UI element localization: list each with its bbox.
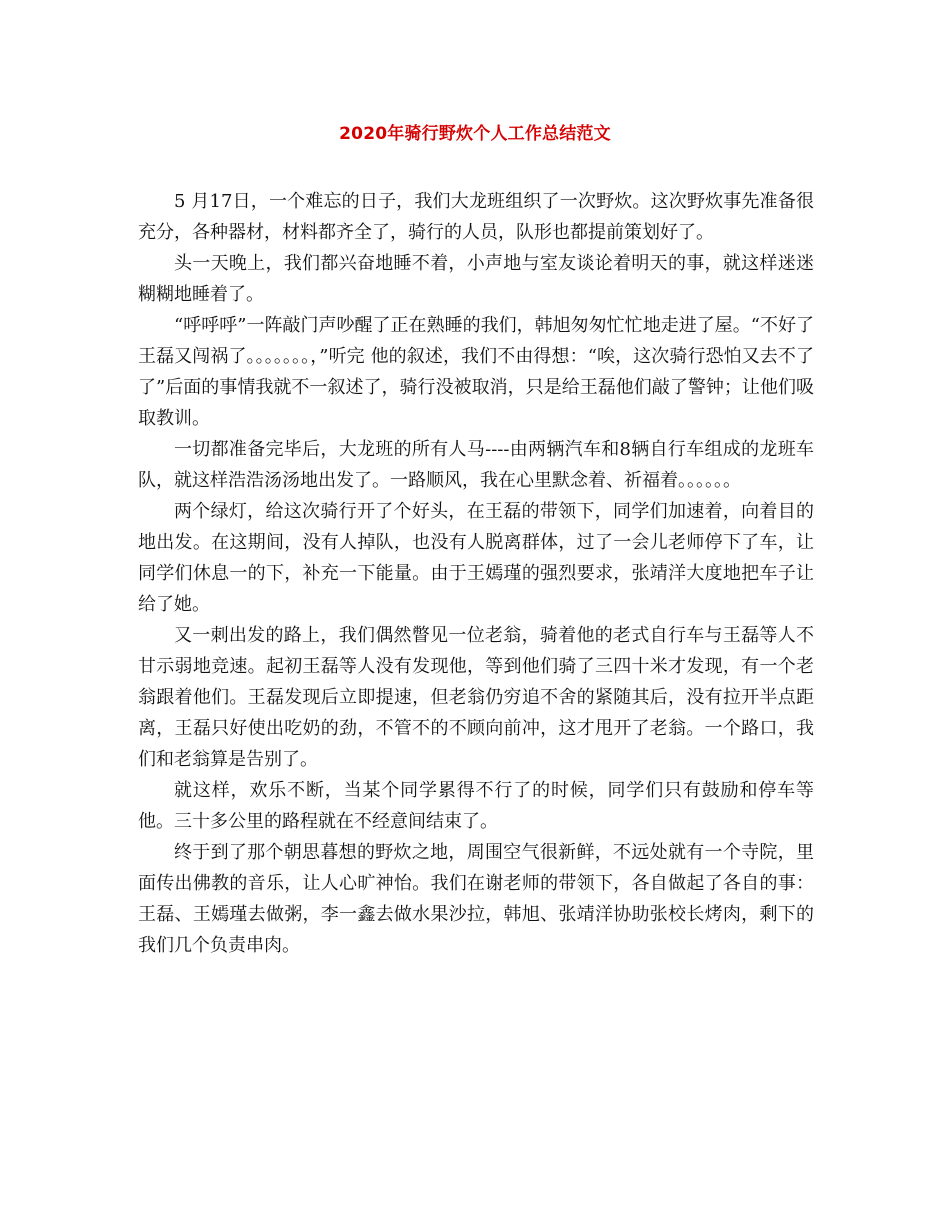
paragraph-7: 就这样，欢乐不断，当某个同学累得不行了的时候，同学们只有鼓励和停车等他。三十多公里的路程就在不经意间结束了。 xyxy=(138,780,814,832)
paragraph-6: 又一刺出发的路上，我们偶然瞥见一位老翁，骑着他的老式自行车与王磊等人不甘示弱地竞速。起初王磊等人没有发现他，等到他们骑了三四十米才发现，有一个老翁跟着他们。王磊发现后立即提速，但老翁仍穷追不舍的紧随其后，没有拉开半点距离，王磊只好使出吃奶的劲，不管不的不顾向前冲，这才甩开了老翁。一个路口，我们和老翁算是告别了。 xyxy=(138,625,814,770)
paragraph-3: “呼呼呼”一阵敲门声吵醒了正在熟睡的我们，韩旭匆匆忙忙地走进了屋。“不好了王磊又闯祸了。。。。。。。，”听完 他的叙述，我们不由得想：“唉，这次骑行恐怕又去不了了”后面的事情我就不一叙述了，骑行没被取消，只是给王磊他们敲了警钟；让他们吸取教训。 xyxy=(138,315,814,429)
paragraph-5: 两个绿灯，给这次骑行开了个好头，在王磊的带领下，同学们加速着，向着目的地出发。在这期间，没有人掉队，也没有人脱离群体，过了一会儿老师停下了车，让同学们休息一的下，补充一下能量。由于王嫣瑾的强烈要求，张靖洋大度地把车子让给了她。 xyxy=(138,501,814,615)
paragraph-2: 头一天晚上，我们都兴奋地睡不着，小声地与室友谈论着明天的事，就这样迷迷糊糊地睡着了。 xyxy=(138,253,814,305)
paragraph-8: 终于到了那个朝思暮想的野炊之地，周围空气很新鲜，不远处就有一个寺院，里面传出佛教的音乐，让人心旷神怡。我们在谢老师的带领下，各自做起了各自的事：王磊、王嫣瑾去做粥，李一鑫去做水果沙拉，韩旭、张靖洋协助张校长烤肉，剩下的我们几个负责串肉。 xyxy=(138,842,814,956)
document-title: 2020年骑行野炊个人工作总结范文 xyxy=(339,124,611,144)
paragraph-4: 一切都准备完毕后，大龙班的所有人马----由两辆汽车和8辆自行车组成的龙班车队，就这样浩浩汤汤地出发了。一路顺风，我在心里默念着、祈福着。。。。。。 xyxy=(138,439,814,491)
paragraph-1: 5 月17日，一个难忘的日子，我们大龙班组织了一次野炊。这次野炊事先准备很充分，各种器材，材料都齐全了，骑行的人员，队形也都提前策划好了。 xyxy=(138,191,814,243)
document-body xyxy=(138,186,814,961)
